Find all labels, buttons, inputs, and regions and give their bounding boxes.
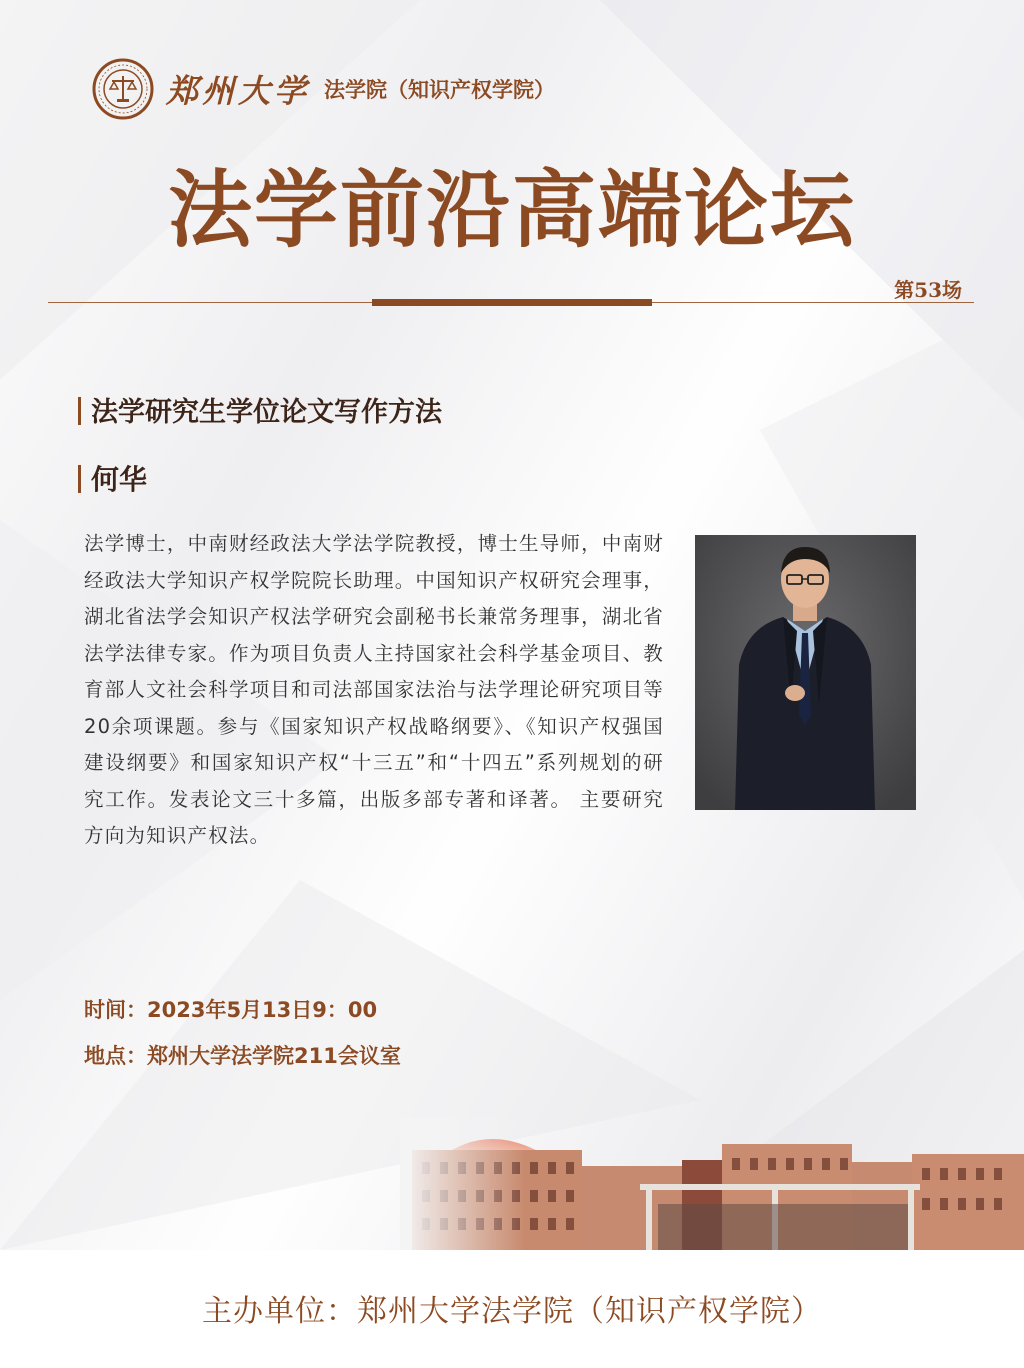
- event-place: 地点：郑州大学法学院211会议室: [84, 1044, 401, 1068]
- speaker-name-text: 何华: [91, 463, 148, 496]
- header-brand: [92, 58, 555, 120]
- heading-bar: [78, 465, 81, 493]
- speaker-name: [78, 458, 147, 498]
- divider-accent: [372, 299, 652, 306]
- event-time: 时间：2023年5月13日9：00: [84, 998, 378, 1022]
- lecture-topic-text: 法学研究生学位论文写作方法: [91, 397, 442, 428]
- lecture-topic: [78, 390, 442, 429]
- campus-building-illustration: [400, 1118, 1024, 1250]
- university-name: 郑州大学: [166, 72, 311, 110]
- speaker-bio: 法学博士，中南财经政法大学法学院教授，博士生导师，中南财经政法大学知识产权学院院长助理。中国知识产权研究会理事，湖北省法学会知识产权法学研究会副秘书长兼常务理事，湖北省法学法律专家。作为项目负责人主持国家社会科学基金项目、教育部人文社会科学项目和司法部国家法治与法学理论研究项目等20余项课题。参与《国家知识产权战略纲要》、《知识产权强国建设纲要》和国家知识产权“十三五”和“十四五”系列规划的研究工作。发表论文三十多篇，出版多部专著和译著。 主要研究方向为知识产权法。: [84, 532, 664, 847]
- session-number: 第53场: [894, 278, 962, 302]
- university-seal-icon: [92, 58, 154, 120]
- speaker-photo: [695, 535, 916, 810]
- school-name: 法学院（知识产权学院）: [324, 78, 556, 102]
- forum-title: 法学前沿高端论坛: [167, 160, 856, 259]
- heading-bar: [78, 397, 81, 425]
- organizer-text: 主办单位：郑州大学法学院（知识产权学院）: [202, 1294, 822, 1329]
